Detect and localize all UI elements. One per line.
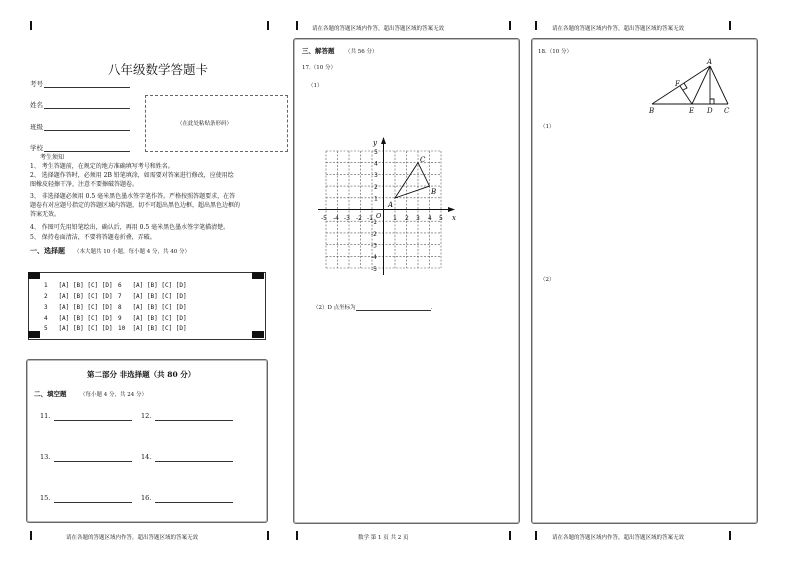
header-notice: 请在各题的答题区域内作答，超出答题区域的答案无效	[312, 26, 445, 32]
x-axis-label: x	[452, 214, 456, 222]
blank-number: 14.	[141, 453, 152, 461]
blank-number: 15.	[40, 494, 51, 502]
q17-part2-label	[313, 303, 432, 311]
choice-row[interactable]: 3 [A] [B] [C] [D]	[44, 304, 113, 311]
barcode-label: （在此处粘贴条形码）	[177, 121, 233, 127]
blank-15-line[interactable]	[54, 502, 132, 503]
q17-part1-label: （1）	[308, 83, 323, 89]
q17-part2-prefix: （2）D 点坐标为	[313, 305, 356, 311]
registration-mark	[296, 531, 298, 540]
blank-16-line[interactable]	[155, 502, 233, 503]
x-tick-label: -2	[356, 215, 362, 222]
registration-mark	[729, 21, 731, 30]
part2-heading: 第二部分 非选择题（共 80 分）	[87, 370, 196, 379]
timing-mark	[252, 272, 264, 279]
x-tick-label: -3	[344, 215, 350, 222]
name-line[interactable]	[44, 108, 130, 109]
field-label-class: 班级	[30, 123, 43, 131]
header-notice: 请在各题的答题区域内作答，超出答题区域的答案无效	[552, 26, 685, 32]
timing-mark	[28, 331, 40, 338]
triangle-label-b: B	[431, 188, 437, 196]
field-label-name: 姓名	[30, 101, 43, 109]
blank-number: 11.	[40, 412, 51, 420]
registration-mark	[30, 21, 32, 30]
timing-mark	[28, 272, 40, 279]
exam-no-line[interactable]	[44, 87, 130, 88]
instruction-line: 2、 选择题作答时，必须用 2B 铅笔填涂，如需要对答案进行修改，应使用绘	[30, 172, 234, 179]
fill-heading: 二、填空题	[34, 390, 67, 398]
section1-heading: 一、选择题	[30, 246, 65, 255]
page-number: 数学 第 1 页 共 2 页	[358, 535, 409, 541]
figure-label-e: E	[689, 107, 695, 115]
class-line[interactable]	[44, 130, 130, 131]
x-tick-label: 3	[416, 215, 420, 222]
figure-label-c: C	[724, 107, 730, 115]
registration-mark	[509, 21, 511, 30]
footer-notice: 请在各题的答题区域内作答，超出答题区域的答案无效	[66, 535, 199, 541]
y-tick-label: 4	[374, 160, 378, 168]
section3-panel	[293, 38, 520, 524]
right-angle-f	[683, 83, 687, 90]
blank-13-line[interactable]	[54, 461, 132, 462]
q18-part1-label: （1）	[540, 124, 555, 130]
instructions-heading: 考生须知	[40, 154, 65, 161]
choice-row[interactable]: 4 [A] [B] [C] [D]	[44, 315, 113, 322]
section1-subtitle: （本大题共 10 小题，每小题 4 分，共 40 分）	[74, 249, 190, 255]
origin-label: O	[376, 212, 382, 220]
fill-subtitle: （每小题 4 分，共 24 分）	[80, 392, 147, 398]
q18-figure	[640, 55, 745, 117]
segment-ac	[710, 66, 728, 104]
choice-row[interactable]: 2 [A] [B] [C] [D]	[44, 293, 113, 300]
choice-row[interactable]: 9 [A] [B] [C] [D]	[118, 315, 187, 322]
choice-row[interactable]: 6 [A] [B] [C] [D]	[118, 282, 187, 289]
y-tick-label: -2	[371, 231, 377, 238]
registration-mark	[729, 531, 731, 540]
registration-mark	[30, 531, 32, 540]
x-tick-label: 1	[393, 215, 397, 222]
instruction-line: 4、 作图可先用铅笔绘出，确认后，再用 0.5 毫米黑色墨水签字笔描清楚。	[30, 224, 230, 231]
figure-label-b: B	[649, 107, 655, 115]
q18-label: 18.（10 分）	[538, 49, 572, 55]
q17-label: 17.（10 分）	[302, 65, 336, 71]
y-axis-label: y	[373, 139, 377, 147]
q18-part2-label: （2）	[540, 277, 555, 283]
blank-12-line[interactable]	[155, 420, 233, 421]
instruction-line: 5、 保持卷面清洁，不要将答题卷折叠，弄破。	[30, 234, 156, 241]
choice-row[interactable]: 1 [A] [B] [C] [D]	[44, 282, 113, 289]
y-tick-label: 3	[374, 172, 378, 179]
y-tick-label: -1	[371, 219, 377, 226]
y-tick-label: -4	[371, 254, 377, 261]
page-title: 八年级数学答题卡	[108, 62, 209, 77]
x-tick-label: -1	[367, 215, 373, 222]
y-tick-label: -3	[371, 242, 377, 250]
registration-mark	[509, 531, 511, 540]
instruction-line: 图橡皮轻擦干净，注意不要擦破答题卷。	[30, 181, 139, 188]
blank-number: 12.	[141, 412, 152, 420]
registration-mark	[296, 21, 298, 30]
instruction-line: 1、 考生答题前，在规定的地方准确填写考号和姓名。	[30, 163, 174, 170]
x-tick-label: 4	[428, 215, 432, 222]
choice-row[interactable]: 5 [A] [B] [C] [D]	[44, 325, 113, 332]
registration-mark	[267, 531, 269, 540]
y-tick-label: 2	[374, 184, 378, 191]
y-tick-label: 1	[374, 195, 378, 203]
blank-14-line[interactable]	[155, 461, 233, 462]
x-tick-label: 5	[439, 215, 443, 222]
x-axis-arrow	[448, 207, 455, 212]
section3-subtitle: （共 56 分）	[345, 49, 378, 55]
choice-row[interactable]: 8 [A] [B] [C] [D]	[118, 304, 187, 311]
y-tick-label: -5	[371, 266, 377, 273]
timing-mark	[252, 331, 264, 338]
choice-row[interactable]: 7 [A] [B] [C] [D]	[118, 293, 187, 300]
instruction-line: 答案无效。	[30, 211, 61, 218]
q17-part2-suffix: .	[430, 305, 433, 311]
instruction-line: 3、 非选择题必须用 0.5 毫米黑色墨水签字笔作答。严格按照答题要求，在答	[30, 193, 236, 200]
footer-notice: 请在各题的答题区域内作答，超出答题区域的答案无效	[552, 535, 685, 541]
section3-heading: 三、解答题	[302, 47, 335, 55]
figure-label-d: D	[707, 107, 713, 115]
registration-mark	[267, 21, 269, 30]
right-angle-d	[710, 99, 714, 104]
coordinate-grid[interactable]	[300, 135, 470, 280]
triangle-abc	[395, 163, 430, 198]
triangle-label-c: C	[420, 156, 426, 164]
registration-mark	[535, 21, 537, 30]
triangle-label-a: A	[388, 201, 394, 209]
blank-number: 16.	[141, 494, 152, 502]
x-tick-label: -4	[333, 215, 339, 222]
blank-11-line[interactable]	[54, 420, 132, 421]
field-label-school: 学校	[30, 144, 43, 152]
field-label-exam-no: 考号	[30, 80, 43, 88]
x-tick-label: 2	[405, 215, 409, 222]
instruction-line: 题卷有对应题号指定的答题区域内答题，切不可超出黑色边框，超出黑色边框的	[30, 202, 241, 209]
choice-row[interactable]: 10 [A] [B] [C] [D]	[118, 325, 187, 332]
figure-label-f: F	[675, 80, 680, 88]
registration-mark	[535, 531, 537, 540]
school-line[interactable]	[44, 151, 130, 152]
blank-number: 13.	[40, 453, 51, 461]
y-tick-label: 5	[374, 149, 378, 156]
figure-label-a: A	[707, 58, 713, 66]
y-axis-arrow	[381, 137, 386, 144]
d-coordinate-blank[interactable]	[356, 304, 431, 311]
x-tick-label: -5	[321, 215, 327, 222]
